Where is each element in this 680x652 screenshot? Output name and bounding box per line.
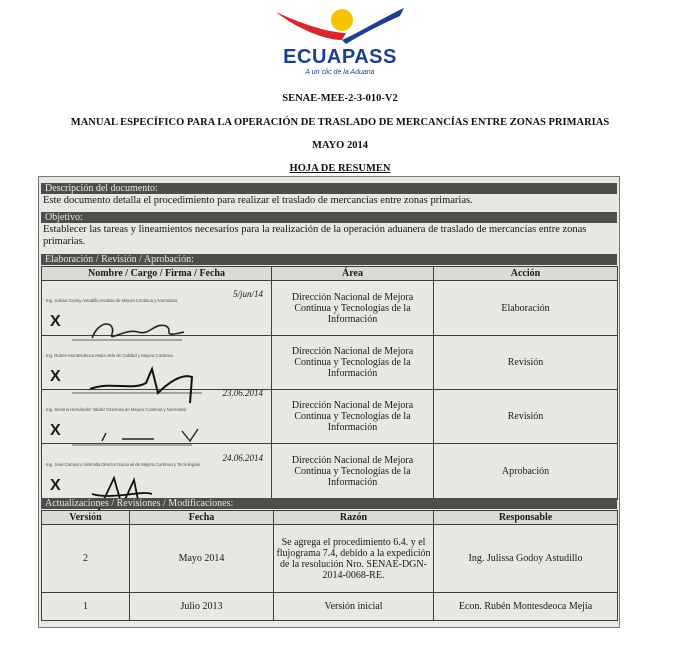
table-row — [42, 281, 618, 336]
ecuapass-emblem-icon — [262, 2, 418, 52]
signer-caption: Ing. José Carrasco Vintimilla Director Nacional de Mejora Continua y Tecnologías — [46, 461, 200, 467]
date-cell: Julio 2013 — [130, 593, 274, 621]
signer-caption: Ing. Rubén Montesdeoca Mejía Jefe de Calidad y Mejora Continua — [46, 352, 173, 358]
area-cell: Dirección Nacional de Mejora Continua y Tecnologías de la Información — [272, 281, 434, 336]
document-code: SENAE-MEE-2-3-010-V2 — [282, 93, 398, 104]
signature-mark: X — [50, 313, 61, 330]
document-title: MANUAL ESPECÍFICO PARA LA OPERACIÓN DE TRASLADO DE MERCANCÍAS ENTRE ZONAS PRIMARIAS — [70, 117, 610, 128]
owner-cell: Ing. Julissa Godoy Astudillo — [434, 525, 618, 593]
signer-caption: Ing. Julissa Godoy Astudillo Analista de Mejora Continua y Normativa — [46, 298, 178, 303]
col-header-owner: Responsable — [434, 511, 618, 525]
approval-table — [41, 266, 618, 500]
signer-caption: Ing. Ximena Hernández Valdez Directora de Mejora Continua y Normativa — [46, 406, 187, 412]
table-row — [42, 525, 618, 593]
col-header-area: Área — [272, 267, 434, 281]
action-cell: Aprobación — [434, 444, 618, 500]
signature-mark: X — [50, 367, 61, 385]
objective-text: Establecer las tareas y lineamientos necesarios para la realización de la operación aduanera de traslado de mercancías entre zonas primarias. — [43, 224, 587, 247]
signature-cell — [42, 281, 272, 336]
changes-table — [41, 510, 618, 621]
description-text: Este documento detalla el procedimiento para realizar el traslado de mercancías entre zonas primarias. — [43, 195, 473, 206]
reason-cell: Se agrega el procedimiento 6.4. y el flujograma 7.4, debido a la expedición de la resolución Nro. SENAE-DGN-2014-0068-RE. — [274, 525, 434, 593]
changes-header-row — [42, 511, 618, 525]
date-cell: Mayo 2014 — [130, 525, 274, 593]
action-cell: Elaboración — [434, 281, 618, 336]
ecuapass-logo — [262, 2, 418, 82]
col-header-reason: Razón — [274, 511, 434, 525]
action-cell: Revisión — [434, 336, 618, 390]
action-cell: Revisión — [434, 390, 618, 444]
changes-section-label: Actualizaciones / Revisiones / Modificaciones: — [41, 498, 617, 509]
col-header-version: Versión — [42, 511, 130, 525]
logo-tagline: A un clic de la Aduana — [305, 69, 375, 76]
approval-section-label: Elaboración / Revisión / Aprobación: — [41, 254, 617, 265]
version-cell: 2 — [42, 525, 130, 593]
area-cell: Dirección Nacional de Mejora Continua y Tecnologías de la Información — [272, 444, 434, 500]
signature-date: 5/jun/14 — [232, 289, 263, 299]
table-row — [42, 593, 618, 621]
area-cell: Dirección Nacional de Mejora Continua y Tecnologías de la Información — [272, 390, 434, 444]
signature-mark: X — [50, 476, 61, 494]
version-cell: 1 — [42, 593, 130, 621]
sheet-title: HOJA DE RESUMEN — [289, 163, 391, 174]
approval-header-row — [42, 267, 618, 281]
signature-date: 24.06.2014 — [222, 452, 263, 463]
summary-sheet — [38, 176, 620, 628]
signature-date: 23.06.2014 — [222, 387, 263, 398]
signature-mark: X — [50, 421, 61, 439]
document-date: MAYO 2014 — [312, 140, 368, 151]
logo-wordmark: ECUAPASS — [283, 46, 397, 68]
description-label: Descripción del documento: — [41, 183, 617, 194]
objective-label: Objetivo: — [41, 212, 617, 223]
owner-cell: Econ. Rubén Montesdeoca Mejía — [434, 593, 618, 621]
col-header-action: Acción — [434, 267, 618, 281]
reason-cell: Versión inicial — [274, 593, 434, 621]
area-cell: Dirección Nacional de Mejora Continua y Tecnologías de la Información — [272, 336, 434, 390]
col-header-name: Nombre / Cargo / Firma / Fecha — [42, 267, 272, 281]
col-header-date: Fecha — [130, 511, 274, 525]
